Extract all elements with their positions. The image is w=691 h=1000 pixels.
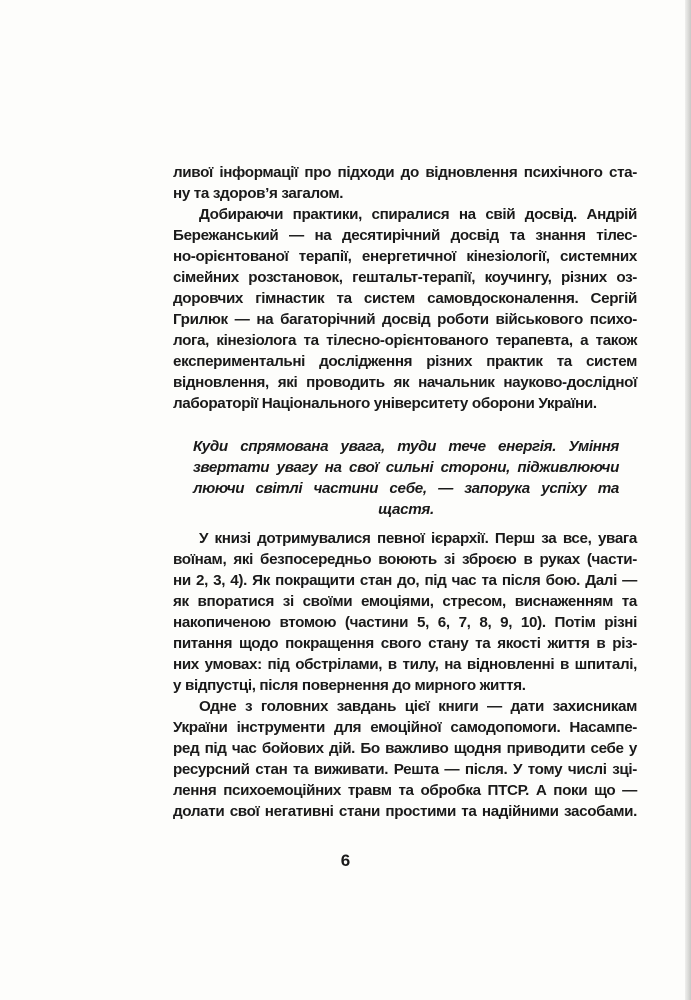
text-line: доровчих гімнастик та систем самовдосконалення. Сергій	[173, 290, 637, 307]
text-line: но-орієнтованої терапії, енергетичної кінезіології, системних	[173, 248, 637, 265]
paragraph-3	[173, 528, 637, 696]
text-line: відновлення, які проводить як начальник науково-дослідної	[173, 374, 637, 391]
text-line: У книзі дотримувалися певної ієрархії. Перш за все, увага	[199, 530, 637, 547]
quote-line: щастя.	[378, 501, 434, 518]
page-body	[173, 162, 637, 822]
epigraph-quote	[173, 436, 637, 520]
text-line: сімейних розстановок, гештальт-терапії, коучингу, різних оз-	[173, 269, 637, 286]
text-line: ни 2, 3, 4). Як покращити стан до, під час та після бою. Далі —	[173, 572, 637, 589]
text-line: лабораторії Національного університету оборони України.	[173, 395, 597, 412]
text-line: лення психоемоційних травм та обробка ПТСР. А поки що —	[173, 782, 637, 799]
text-line: накопиченою втомою (частини 5, 6, 7, 8, 9, 10). Потім різні	[173, 614, 637, 631]
text-line: експериментальні дослідження різних практик та систем	[173, 353, 637, 370]
paragraph-4	[173, 696, 637, 822]
text-line: воїнам, які безпосередньо воюють зі зброєю в руках (части-	[173, 551, 637, 568]
paragraph-2	[173, 204, 637, 414]
page-number: 6	[340, 851, 351, 870]
text-line: України інструменти для емоційної самодопомоги. Насампе-	[173, 719, 637, 736]
paragraph-1	[173, 162, 637, 204]
text-line: ливої інформації про підходи до відновлення психічного ста-	[173, 164, 637, 181]
text-line: ред під час бойових дій. Бо важливо щодня приводити себе у	[173, 740, 637, 757]
text-line: у відпустці, після повернення до мирного життя.	[173, 677, 526, 694]
text-line: Добираючи практики, спиралися на свій досвід. Андрій	[199, 206, 637, 223]
text-line: Бережанський — на десятирічний досвід та знання тілес-	[173, 227, 637, 244]
text-line: Одне з головних завдань цієї книги — дати захисникам	[199, 698, 637, 715]
text-line: як впоратися зі своїми емоціями, стресом, виснаженням та	[173, 593, 637, 610]
text-line: ну та здоров’я загалом.	[173, 185, 344, 202]
text-line: ресурсний стан та виживати. Решта — після. У тому числі зці-	[173, 761, 637, 778]
quote-line: люючи світлі частини себе, — запорука успіху та	[193, 480, 619, 497]
text-line: долати свої негативні стани простими та надійними засобами.	[173, 803, 637, 820]
text-line: них умовах: під обстрілами, в тилу, на відновленні в шпиталі,	[173, 656, 637, 673]
text-line: лога, кінезіолога та тілесно-орієнтованого терапевта, а також	[173, 332, 637, 349]
text-line: Грилюк — на багаторічний досвід роботи військового психо-	[173, 311, 637, 328]
quote-line: звертати увагу на свої сильні сторони, підживлюючи	[193, 459, 619, 476]
quote-line: Куди спрямована увага, туди тече енергія. Уміння	[193, 438, 619, 455]
text-line: питання щодо покращення свого стану та якості життя в різ-	[173, 635, 637, 652]
